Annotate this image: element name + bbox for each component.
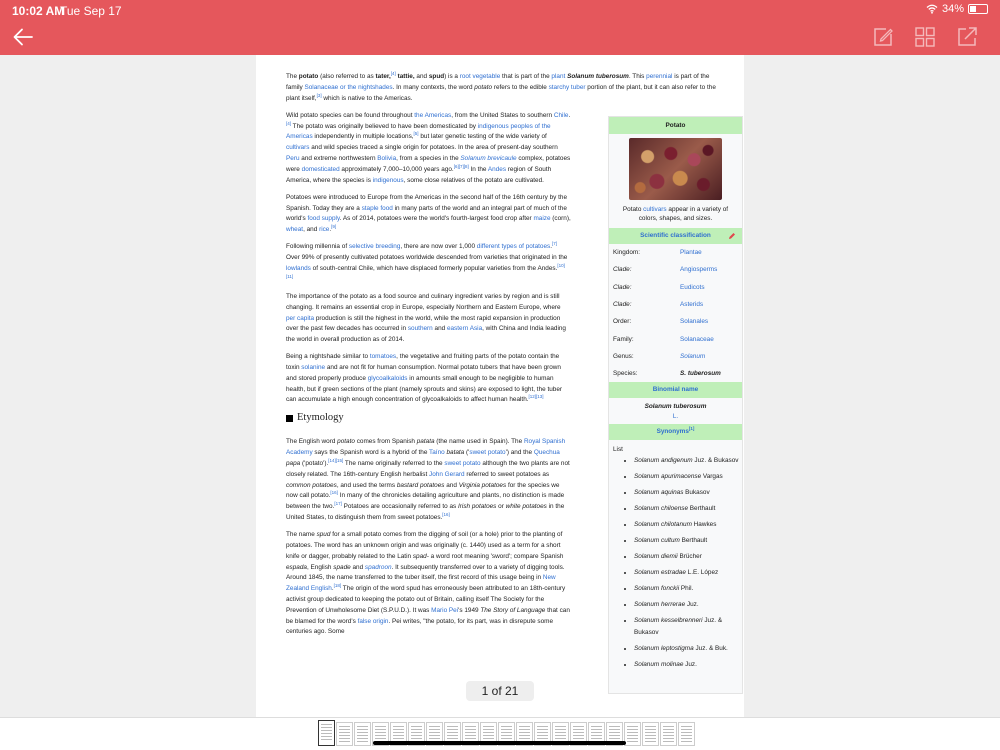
classification-rank: Kingdom: (613, 249, 640, 257)
text-run: spud (428, 73, 445, 80)
text-run: ('potato'). (300, 460, 329, 468)
text-run: . In many contexts, the word (392, 83, 475, 91)
synonym-author: L.E. López (685, 569, 719, 577)
classification-row (609, 244, 742, 261)
synonym-author: Berthault (688, 505, 716, 513)
article-link[interactable]: Royal Spanish Academy (286, 438, 566, 457)
heading-text[interactable]: Scientific classification (640, 232, 711, 239)
classification-row (609, 261, 742, 278)
citation-link[interactable]: [4] (286, 120, 292, 126)
article-link[interactable]: indigenous (372, 176, 404, 184)
text-run: which is native to the Americas. (321, 94, 413, 102)
caption-text: appear in a variety of colors, shapes, and sizes. (638, 206, 729, 222)
article-link[interactable]: eastern Asia (446, 325, 483, 333)
classification-row (609, 348, 742, 365)
text-run: batata (446, 449, 465, 457)
synonym-item (634, 487, 742, 499)
text-run: Solanum tuberosum (567, 73, 629, 80)
text-run: although the two plants are not closely related. The 16th-century English herbalist (286, 460, 570, 478)
status-time: 10:02 AM (12, 4, 65, 18)
article-link[interactable]: staple food (361, 204, 393, 212)
text-run: potato (337, 438, 355, 446)
text-run: or (496, 503, 506, 511)
synonym-name: Solanum aquinas (634, 489, 684, 497)
article-paragraph (286, 352, 571, 406)
synonym-author: Berthault (679, 537, 708, 545)
text-run: approximately 7,000–10,000 years ago. (339, 165, 454, 173)
text-run: Irish potatoes (458, 503, 497, 511)
article-paragraph (286, 193, 571, 236)
article-link[interactable]: maize (533, 215, 551, 223)
text-run: . (329, 226, 332, 234)
text-run: in amounts small enough to be negligible to human health, but if green sections of the plant (namely sprouts and skins) are exposed to light, the tuber can accumulate a high enough concentration of glycoalkaloids to affect human health. (286, 374, 563, 404)
text-run: patata (416, 438, 435, 446)
text-run: The (286, 73, 299, 80)
text-run: ') and the (505, 449, 534, 457)
page-indicator: 1 of 21 (466, 681, 534, 701)
text-run: (' (464, 449, 470, 457)
synonyms-list-toggle[interactable]: List (613, 446, 623, 454)
article-link[interactable]: selective breeding (348, 243, 401, 251)
status-date: Tue Sep 17 (60, 4, 122, 18)
page-thumbnail[interactable] (642, 722, 659, 746)
synonym-name: Solanum diemii (634, 553, 678, 561)
article-link[interactable]: the Americas (414, 111, 452, 119)
text-run: Virginia potatoes (458, 481, 507, 489)
synonym-author: Juz. & Bukasov (634, 617, 723, 637)
classification-value[interactable]: Eudicots (680, 283, 705, 291)
article-link[interactable]: Solanum brevicaule (460, 154, 517, 162)
text-run: and (350, 563, 365, 571)
article-link[interactable]: Peru (286, 154, 300, 162)
text-run: says the Spanish word is a hybrid of the (312, 449, 430, 457)
synonym-name: Solanum chiloense (634, 505, 688, 513)
article-link[interactable]: starchy tuber (548, 83, 586, 91)
article-link[interactable]: glycoalkaloids (367, 374, 408, 382)
text-run: production is still the highest in the world, while the most rapid expansion in production over the past few decades has occurred in (286, 314, 561, 333)
text-run: for a small potato comes from the digging of soil (or a hole) prior to the planting of potatoes. The word has an unknown origin and was originally (c. 1440) used as a term for a short knife or dagger, probably related to the Latin (286, 531, 563, 560)
heading-text[interactable]: Synonyms (656, 428, 689, 436)
synonym-name: Solanum chilotanum (634, 521, 692, 529)
synonym-author: Juz. (685, 601, 699, 609)
article-link[interactable]: sweet potato (444, 460, 481, 468)
text-run: tattie, (397, 73, 415, 80)
text-run: Potatoes are occasionally referred to as (341, 503, 459, 511)
text-run: In the (468, 165, 488, 173)
home-indicator[interactable] (373, 741, 626, 745)
article-paragraph (286, 292, 571, 346)
classification-rank: Order: (613, 318, 632, 326)
classification-value[interactable]: Angiosperms (680, 266, 718, 274)
text-run: . Pei writes, "the potato, for its part, was in disrepute some centuries ago. Some (286, 617, 554, 636)
synonym-item (634, 519, 742, 531)
synonyms-heading (609, 424, 742, 440)
text-run: independently in multiple locations, (312, 133, 414, 141)
text-run: and are not fit for human consumption. Normal potato tubers that have been grown and stored properly produce (286, 364, 561, 382)
text-run: for the species we now call potato. (286, 481, 560, 500)
text-run: , with China and India leading the world in overall production as of 2014. (286, 325, 566, 344)
text-run: ) is a (444, 73, 460, 80)
article-paragraph (286, 530, 571, 638)
citation-link[interactable]: [6][7][8] (453, 163, 469, 169)
classification-value[interactable]: Solanales (680, 318, 709, 326)
citation-link[interactable]: [18] (333, 583, 342, 589)
text-run: , English (306, 563, 334, 571)
article-link[interactable]: Quechua (533, 449, 560, 457)
synonym-name: Solanum leptostigma (634, 645, 694, 652)
text-run: (also referred to as (318, 73, 376, 80)
text-run: The English word (286, 438, 338, 446)
text-run: white potatoes (505, 503, 547, 511)
infobox (608, 116, 743, 694)
synonym-author: Juz. & Buk. (693, 645, 728, 652)
thumbnail-list (318, 722, 695, 750)
text-run: and (444, 481, 459, 489)
text-run: The Story of Language (480, 606, 546, 614)
battery-icon (968, 4, 988, 14)
text-run: The origin of the word spud has erroneously been attributed to an 18th-century activist group dedicated to keeping the potato out of Britain, calling itself The Society for the Prevention of Unwholesome Diet (S.P.U.D.). It was (286, 585, 566, 614)
classification-table (609, 244, 742, 382)
text-run: that can be blamed for the word's (286, 606, 570, 625)
text-run: potato (474, 83, 493, 91)
potato-image[interactable] (629, 138, 722, 200)
heading-text: Etymology (297, 411, 344, 423)
synonym-item (634, 455, 742, 467)
classification-rank: Species: (613, 370, 638, 378)
synonym-item (634, 659, 742, 671)
synonym-name: Solanum herrerae (634, 601, 686, 609)
citation-link[interactable]: [17] (334, 501, 342, 507)
text-run: and (432, 325, 447, 333)
page-thumbnail[interactable] (336, 722, 353, 746)
text-run: (the name used in Spain). The (434, 438, 524, 446)
synonym-name: Solanum apurimacense (634, 473, 702, 481)
synonym-author: Bukasov (683, 489, 710, 497)
synonym-item (634, 551, 742, 563)
share-out-icon (956, 26, 978, 48)
top-toolbar (0, 0, 1000, 55)
synonym-author: Hawkes (691, 521, 717, 529)
text-run: spud (316, 531, 331, 539)
classification-row (609, 330, 742, 347)
classification-row (609, 365, 742, 382)
article-link[interactable]: sweet potato (469, 449, 506, 457)
pencil-icon[interactable] (728, 232, 736, 240)
text-run: The potato was originally believed to have been domesticated by (291, 122, 478, 130)
article-link[interactable]: spadroon (364, 563, 392, 571)
article-paragraph (286, 72, 716, 104)
share-button[interactable] (954, 24, 980, 50)
classification-rank: Clade: (613, 266, 632, 274)
page-thumbnail[interactable] (678, 722, 695, 746)
synonym-author: Vargas (701, 473, 723, 481)
citation-link[interactable]: [10][11] (286, 262, 565, 279)
text-run: and (414, 73, 429, 80)
wifi-icon (926, 4, 938, 14)
synonyms-list (609, 455, 742, 670)
citation-link[interactable]: [12][13] (528, 394, 544, 400)
scientific-classification-heading (609, 228, 742, 244)
text-run: is part of the family (286, 73, 710, 91)
text-run: Wild potato species can be found throughout (286, 111, 415, 119)
page-thumbnail[interactable] (660, 722, 677, 746)
text-run: portion of the plant, but it can also refer to the plant itself, (286, 83, 716, 102)
text-run: and extreme northwestern (299, 154, 378, 162)
text-run: and wild species traced a single origin for potatoes. In the area of present-day southern (309, 144, 558, 152)
article-link[interactable]: solanine (301, 364, 326, 372)
text-run: in many parts of the world and an integral part of much of the world's (286, 204, 567, 223)
synonym-item (634, 599, 742, 611)
synonym-author: Juz. (683, 660, 697, 668)
text-run: bastard potatoes (396, 481, 445, 489)
heading-bullet (286, 415, 293, 422)
thumbnail-strip (0, 717, 1000, 750)
text-run: (corn), (550, 215, 571, 223)
text-run: Being a nightshade similar to (286, 353, 370, 361)
article-paragraph (286, 437, 571, 523)
article-link[interactable]: different types of potatoes (476, 243, 551, 251)
text-run: comes from Spanish (354, 438, 417, 446)
infobox-caption (609, 200, 742, 228)
synonym-author: Phil. (679, 585, 694, 593)
text-run: , and (303, 226, 320, 234)
citation-link[interactable]: [9] (331, 224, 337, 230)
caption-link[interactable]: cultivars (643, 206, 667, 213)
synonyms-ref[interactable]: [1] (688, 426, 695, 432)
article-link[interactable]: Bolivia (377, 154, 397, 162)
synonym-name: Solanum molinae (634, 660, 684, 668)
article-link[interactable]: Chile (553, 111, 569, 119)
citation-link[interactable]: [5] (413, 131, 419, 137)
article-link[interactable]: John Gerard (429, 470, 465, 478)
synonym-item (634, 583, 742, 595)
compose-icon (872, 26, 894, 48)
article-link[interactable]: Mario Pei (431, 606, 459, 614)
grid-icon (915, 27, 935, 47)
synonym-name: Solanum kesselbrenneri (634, 617, 703, 625)
synonym-author: Brücher (677, 553, 702, 561)
infobox-title: Potato (609, 117, 742, 134)
article-link[interactable]: food supply (307, 215, 340, 223)
synonym-name: Solanum estradae (634, 569, 686, 577)
article-paragraph (286, 242, 571, 285)
article-link[interactable]: false origin (357, 617, 389, 625)
text-run: , there are now over 1,000 (400, 243, 477, 251)
text-run: The name (286, 531, 317, 539)
citation-link[interactable]: [3] (316, 92, 322, 98)
page-thumbnail[interactable] (354, 722, 371, 746)
battery-percent: 34% (941, 3, 964, 15)
text-run: but later genetic testing of the wide variety of (418, 133, 547, 141)
classification-value[interactable]: Solanum (680, 352, 706, 360)
text-run: Potatoes were introduced to Europe from the Americas in the second half of the 16th century by the Spanish. Today they are a (286, 193, 567, 212)
article-paragraph (286, 111, 571, 187)
article-link[interactable]: southern (407, 325, 433, 333)
text-run: spad- (412, 552, 429, 560)
edit-button[interactable] (870, 24, 896, 50)
article-link[interactable]: indigenous peoples of the Americas (286, 122, 551, 141)
article-link[interactable]: lowlands (286, 264, 311, 272)
binomial-author[interactable]: L. (672, 413, 679, 421)
text-run: potato (298, 73, 319, 80)
classification-rank: Clade: (613, 301, 632, 309)
status-indicators (926, 3, 988, 15)
classification-rank: Family: (613, 335, 634, 343)
article-link[interactable]: rice (319, 226, 330, 234)
citation-link[interactable]: [4] (390, 70, 396, 76)
synonym-author: Juz. & Bukasov (692, 457, 739, 465)
text-run: region of South America, where the species is (286, 165, 552, 184)
text-run: of south-central Chile, which have displaced formerly popular varieties from the Andes. (310, 264, 558, 272)
text-run: , from a species in the (396, 154, 461, 162)
text-run: , the vegetative and fruiting parts of the potato contain the toxin (286, 353, 560, 372)
synonym-item (634, 535, 742, 547)
classification-row (609, 279, 742, 296)
classification-value[interactable]: Asterids (680, 301, 704, 309)
grid-view-button[interactable] (912, 24, 938, 50)
text-run: , from the United States to southern (451, 111, 554, 119)
caption-text: Potato (622, 206, 644, 213)
text-run: a word root meaning 'sword'; compare Spanish (428, 552, 564, 560)
article-link[interactable]: plant (551, 73, 566, 80)
synonym-item (634, 471, 742, 483)
document-page[interactable] (256, 55, 744, 717)
text-run: Following millennia of (286, 243, 349, 251)
text-run: , some close relatives of the potato are cultivated. (403, 176, 544, 184)
synonym-name: Solanum andigenum (634, 457, 693, 465)
text-run: spade (333, 563, 351, 571)
citation-link[interactable]: [14][15] (328, 457, 344, 463)
classification-value: S. tuberosum (680, 370, 721, 378)
binomial-block (609, 398, 742, 424)
classification-row (609, 296, 742, 313)
page-thumbnail[interactable] (624, 722, 641, 746)
article-link[interactable]: per capita (286, 314, 315, 322)
citation-link[interactable]: [16] (442, 511, 450, 517)
text-run: The importance of the potato as a food source and culinary ingredient varies by region and is still changing. It remains an essential crop in Europe, especially Northern and Eastern Europe, where (286, 292, 561, 311)
text-run: espada (286, 563, 307, 571)
classification-value[interactable]: Plantae (680, 249, 702, 257)
synonym-name: Solanum cultum (634, 537, 680, 545)
synonym-item (634, 615, 742, 639)
text-run: common potatoes (286, 481, 337, 489)
article-link[interactable]: cultivars (286, 144, 310, 152)
article-link[interactable]: wheat (286, 226, 304, 234)
arrow-left-icon (13, 28, 33, 46)
classification-rank: Genus: (613, 352, 634, 360)
binomial-name: Solanum tuberosum (644, 403, 707, 411)
text-run: . (331, 585, 334, 593)
text-run: Over 99% of presently cultivated potatoes worldwide descended from varieties that originated in the (286, 254, 568, 262)
classification-rank: Clade: (613, 283, 632, 291)
synonym-item (634, 643, 742, 655)
synonym-item (634, 567, 742, 579)
text-run: In many of the chronicles detailing agriculture and plants, no distinction is made between the two. (286, 492, 565, 511)
back-button[interactable] (10, 24, 36, 50)
text-run: The name originally referred to the (343, 460, 445, 468)
text-run: referred to sweet potatoes as (464, 470, 550, 478)
text-run: complex, potatoes were (286, 154, 571, 173)
article-link[interactable]: Andes (487, 165, 507, 173)
article-link[interactable]: Solanaceae or the nightshades (304, 83, 393, 91)
text-run: . As of 2014, potatoes were the world's fourth-largest food crop after (339, 215, 534, 223)
article-link[interactable]: perennial (646, 73, 673, 80)
classification-row (609, 313, 742, 330)
text-run: papa (286, 460, 301, 468)
synonym-name: Solanum fonckii (634, 585, 680, 593)
article-link[interactable]: Taíno (429, 449, 445, 457)
text-run: . (568, 111, 571, 119)
classification-value[interactable]: Solanaceae (680, 335, 714, 343)
text-run: . (550, 243, 552, 251)
text-run: that is part of the (500, 73, 552, 80)
synonym-item (634, 503, 742, 515)
article-link[interactable]: domesticated (301, 165, 340, 173)
citation-link[interactable]: [16] (330, 490, 338, 496)
text-run: . It subsequently transferred over to a variety of digging tools. Around 1845, the name transferred to the tuber itself, the first record of this usage being in (286, 563, 565, 582)
text-run: , and used the terms (336, 481, 397, 489)
text-run: in the United States, to distinguish them from sweet potatoes. (286, 503, 565, 522)
page-thumbnail[interactable] (318, 720, 335, 746)
article-link[interactable]: tomatoes (369, 353, 397, 361)
article-link[interactable]: New Zealand English (286, 574, 556, 593)
binomial-heading[interactable]: Binomial name (609, 382, 742, 398)
text-run: refers to the edible (492, 83, 549, 91)
text-run: . This (628, 73, 647, 80)
text-run: tater, (375, 73, 391, 80)
citation-link[interactable]: [7] (552, 241, 558, 247)
text-run: 's 1949 (458, 606, 481, 614)
article-link[interactable]: root vegetable (459, 73, 501, 80)
